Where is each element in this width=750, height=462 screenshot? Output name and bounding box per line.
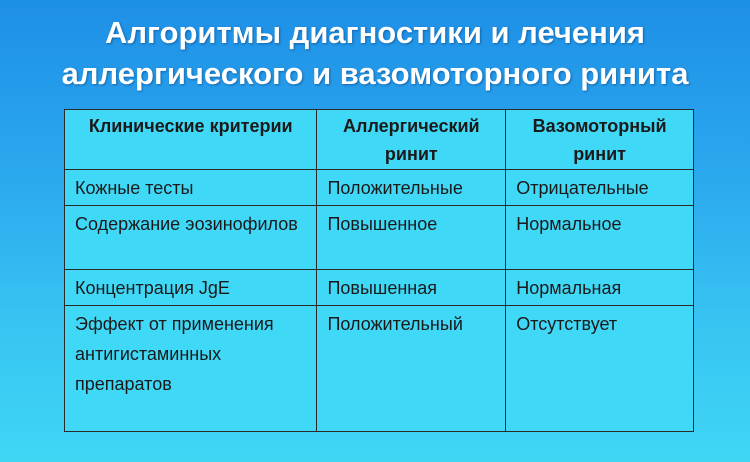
- table-row: [65, 170, 694, 206]
- slide-title-line-2: аллергического и вазомоторного ринита: [61, 56, 689, 91]
- comparison-table: [64, 109, 694, 432]
- vasomotor-value-cell: Отсутствует: [506, 306, 694, 432]
- table-row: [65, 270, 694, 306]
- vasomotor-value-cell: Нормальное: [506, 206, 694, 270]
- vasomotor-value-cell: Отрицательные: [506, 170, 694, 206]
- header-allergic-rhinitis: Аллергический ринит: [317, 110, 506, 170]
- allergic-value-cell: Положительные: [317, 170, 506, 206]
- allergic-value-cell: Повышенная: [317, 270, 506, 306]
- allergic-value-cell: Положительный: [317, 306, 506, 432]
- criterion-cell: Содержание эозинофилов: [65, 206, 317, 270]
- vasomotor-value-cell: Нормальная: [506, 270, 694, 306]
- criterion-cell: Кожные тесты: [65, 170, 317, 206]
- table-row: [65, 306, 694, 432]
- slide-title-line-1: Алгоритмы диагностики и лечения: [104, 15, 646, 50]
- criterion-cell: Эффект от применения антигистаминных препаратов: [65, 306, 317, 432]
- header-clinical-criteria: Клинические критерии: [65, 110, 317, 170]
- slide-title: [0, 12, 750, 94]
- criterion-cell: Концентрация JgE: [65, 270, 317, 306]
- table-header-row: [65, 110, 694, 170]
- allergic-value-cell: Повышенное: [317, 206, 506, 270]
- table-row: [65, 206, 694, 270]
- header-vasomotor-rhinitis: Вазомоторный ринит: [506, 110, 694, 170]
